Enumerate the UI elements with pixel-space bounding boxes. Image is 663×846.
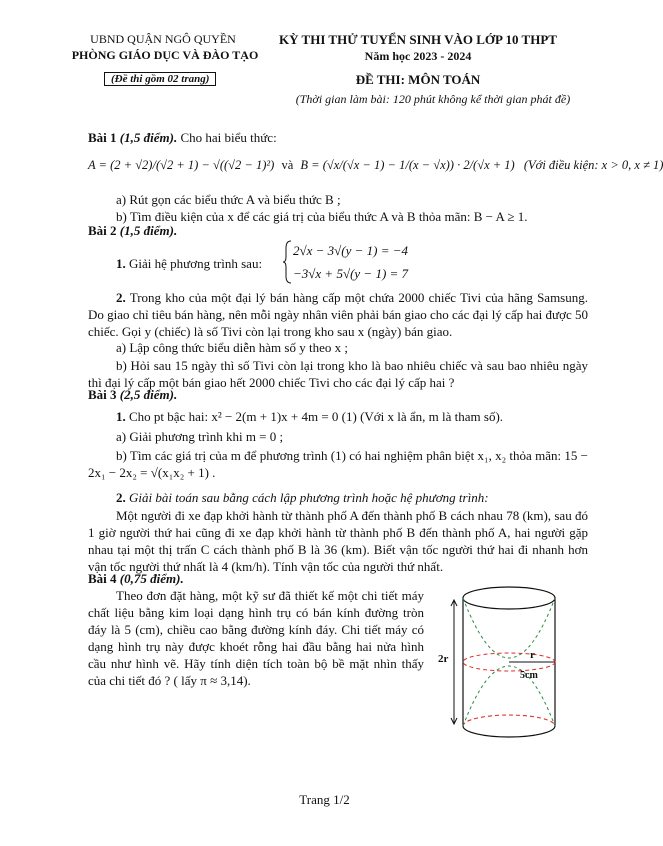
bottom-back-arc <box>463 715 555 726</box>
bai4-points: (0,75 điểm). <box>119 571 184 586</box>
bottom-front-arc <box>463 726 555 737</box>
bai1-heading <box>88 130 277 146</box>
bai3-q2-text: Giải bài toán sau bằng cách lập phương trình hoặc hệ phương trình: <box>129 490 489 505</box>
issuer-line2: PHÒNG GIÁO DỤC VÀ ĐÀO TẠO <box>71 48 259 62</box>
formula-row <box>88 158 663 173</box>
bai3-q1-text: Cho pt bậc hai: x² − 2(m + 1)x + 4m = 0 (1) (Với x là ẩn, m là tham số). <box>129 409 504 424</box>
bai2-q1 <box>116 256 262 272</box>
bai1-title: Bài 1 <box>88 130 117 145</box>
bai1-points: (1,5 điểm). <box>119 130 178 145</box>
bai4-title: Bài 4 <box>88 571 117 586</box>
bai2-title: Bài 2 <box>88 223 117 238</box>
time-note: (Thời gian làm bài: 120 phút không kể thời gian phát đề) <box>295 92 571 106</box>
bai3-heading <box>88 387 177 403</box>
label-r: r <box>530 649 535 661</box>
exam-title: KỲ THI THỬ TUYỂN SINH VÀO LỚP 10 THPT <box>279 32 557 47</box>
formula-b: B = (√x/(√x − 1) − 1/(x − √x)) · 2/(√x + 1) <box>300 158 515 172</box>
bai3-qb: b) Tìm các giá trị của m để phương trình (1) có hai nghiệm phân biệt x₁, x₂ thỏa mãn: 15 − 2x₁ − 2x₂ = √(x₁x₂ + 1) . <box>88 448 588 480</box>
system-eq2: −3√x + 5√(y − 1) = 7 <box>293 266 409 281</box>
top-hemisphere <box>463 598 555 658</box>
bai3-qa: a) Giải phương trình khi m = 0 ; <box>116 429 284 444</box>
bai3-q2 <box>116 490 489 506</box>
cylinder-figure <box>436 578 566 750</box>
bai2-q2 <box>88 289 588 340</box>
formula-a: A = (2 + √2)/(√2 + 1) − √((√2 − 1)²) <box>88 158 275 172</box>
pages-note: (Đề thi gồm 02 trang) <box>104 72 216 86</box>
formula-condition: (Với điều kiện: x > 0, x ≠ 1) <box>523 158 663 172</box>
system-brace <box>283 240 293 284</box>
issuer-line1: UBND QUẬN NGÔ QUYỀN <box>90 32 236 46</box>
bai3-q2-label: 2. <box>116 490 126 505</box>
bottom-hemisphere <box>463 666 555 726</box>
label-2r: 2r <box>438 653 449 665</box>
bai2-q1-text: Giải hệ phương trình sau: <box>129 256 263 271</box>
bai3-q1-label: 1. <box>116 409 126 424</box>
bai1-qa: a) Rút gọn các biểu thức A và biểu thức B ; <box>116 192 341 207</box>
bai2-qb: b) Hỏi sau 15 ngày thì số Tivi còn lại trong kho là bao nhiêu chiếc và sau bao nhiêu ngày thì đại lý cấp một bán giao hết 2000 chiếc Tivi cho các đại lý cấp hai ? <box>88 358 588 390</box>
bai3-q1 <box>116 409 503 425</box>
bai2-points: (1,5 điểm). <box>119 223 178 238</box>
bai1-qb: b) Tìm điều kiện của x để các giá trị của biểu thức A và B thỏa mãn: B − A ≥ 1. <box>116 209 528 224</box>
bai2-heading <box>88 223 177 239</box>
label-5cm: 5cm <box>520 670 538 681</box>
bai2-q2-text: Trong kho của một đại lý bán hàng cấp một chứa 2000 chiếc Tivi của hãng Samsung. Do giao chỉ tiêu bán hàng, nên mỗi ngày nhân viên phải bán giao cho các đại lý cấp hai được 50 chiếc. Gọi y (chiếc) là số Tivi còn lại trong kho sau x (ngày) bán giao. <box>88 290 588 339</box>
top-ellipse <box>463 587 555 609</box>
bai2-q2-label: 2. <box>116 290 126 305</box>
system-eq1: 2√x − 3√(y − 1) = −4 <box>293 243 409 258</box>
bai1-intro: Cho hai biểu thức: <box>180 130 277 145</box>
bai4-body: Theo đơn đặt hàng, một kỹ sư đã thiết kế một chi tiết máy chất liệu bằng kim loại dạng hình trụ có bán kính đường tròn đáy là 5 (cm), chiều cao bằng đường kính đáy. Chi tiết máy có dạng hình trụ này được khoét rỗng hai đầu bằng hai nửa hình cầu như hình vẽ. Hãy tính diện tích toàn bộ bề mặt nhìn thấy của chi tiết đó ? ( lấy π ≈ 3,14). <box>88 588 424 688</box>
bai2-qa: a) Lập công thức biểu diễn hàm số y theo x ; <box>116 340 348 355</box>
bai3-points: (2,5 điểm). <box>119 387 178 402</box>
bai2-q1-label: 1. <box>116 256 126 271</box>
page-number: Trang 1/2 <box>299 792 350 807</box>
subject-title: ĐỀ THI: MÔN TOÁN <box>355 72 481 87</box>
bai3-q2-body: Một người đi xe đạp khởi hành từ thành phố A đến thành phố B cách nhau 78 (km), sau đó 1 giờ người thứ hai cũng đi xe đạp khởi hành từ thành phố B đến thành phố A, hai người gặp nhau tại một thị trấn C cách thành phố B là 36 (km). Biết vận tốc người thứ hai đi nhanh hơn vận tốc người thứ nhất là 4 (km/h). Tính vận tốc của người thứ nhất. <box>88 508 588 574</box>
bai3-title: Bài 3 <box>88 387 117 402</box>
bai4-heading <box>88 571 184 587</box>
formula-and: và <box>281 158 294 172</box>
school-year: Năm học 2023 - 2024 <box>364 49 472 63</box>
